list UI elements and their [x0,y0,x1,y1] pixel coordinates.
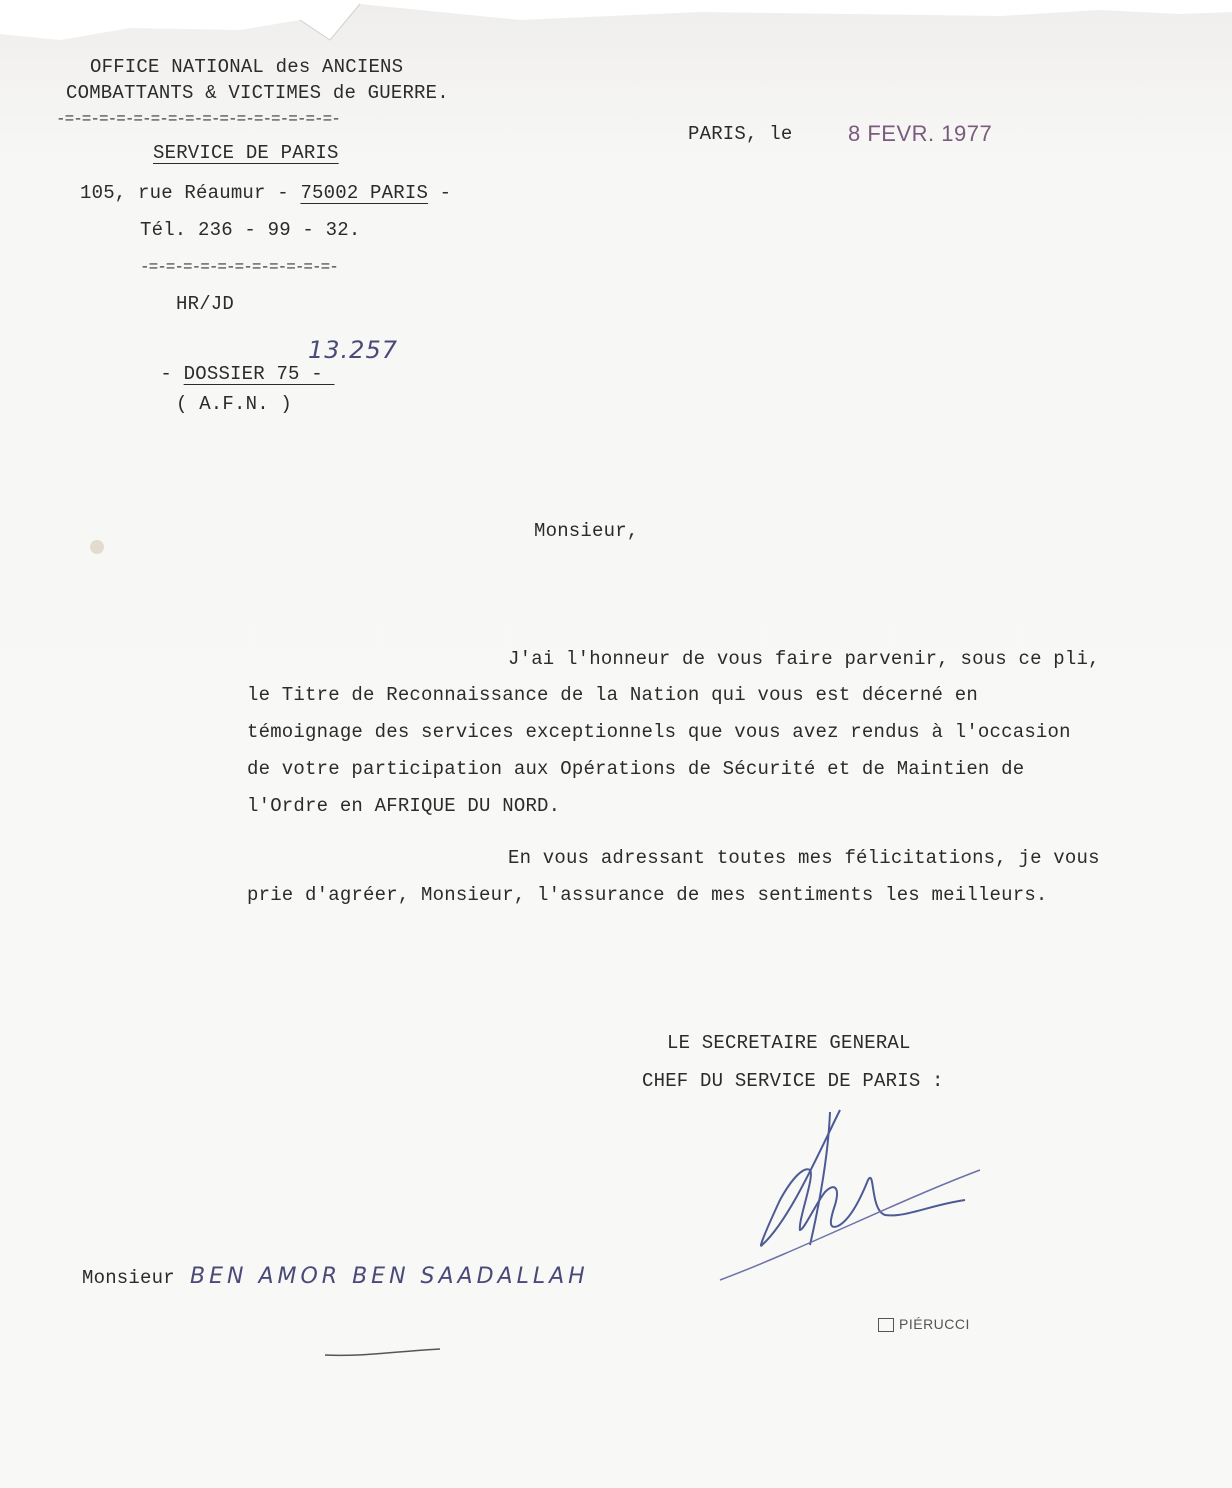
separator-top: -=-=-=-=-=-=-=-=-=-=-=-=-=-=-=-=- [56,110,340,128]
reference-code: HR/JD [176,293,235,315]
printer-logo-icon [878,1318,894,1332]
recipient-handwritten-name: BEN AMOR BEN SAADALLAH [190,1264,589,1289]
dossier-number: DOSSIER 75 - [183,363,335,385]
recipient-underline-stroke [320,1345,450,1361]
dossier-dash: - [160,363,184,385]
paragraph-1-line-5: l'Ordre en AFRIQUE DU NORD. [247,795,561,817]
paragraph-1-line-4: de votre participation aux Opérations de Sécurité et de Maintien de [247,758,1025,780]
paragraph-1-line-3: témoignage des services exceptionnels que vous avez rendus à l'occasion [247,721,1071,743]
afn-label: ( A.F.N. ) [176,393,293,415]
dossier-handwritten-number: 13.257 [308,336,398,364]
handwritten-signature [700,1080,1000,1290]
org-line-2: COMBATTANTS & VICTIMES de GUERRE. [66,82,449,104]
torn-edge [0,0,1232,60]
date-stamp: 8 FEVR. 1977 [848,121,993,146]
date-place: PARIS, le [688,123,793,145]
address-prefix: 105, rue Réaumur - [80,182,301,204]
recipient-label: Monsieur [82,1267,175,1289]
address-suffix: - [428,182,452,204]
service-title: SERVICE DE PARIS [153,142,339,164]
org-line-1: OFFICE NATIONAL des ANCIENS [90,56,404,78]
signatory-service: CHEF DU SERVICE DE PARIS : [642,1070,944,1092]
printer-name: PIÉRUCCI [899,1316,970,1332]
address-line [80,182,451,204]
signatory-title: LE SECRETAIRE GENERAL [667,1032,911,1054]
paragraph-2-first-line: En vous adressant toutes mes félicitations, je vous [508,847,1100,869]
printer-mark [878,1316,970,1332]
address-postcode: 75002 PARIS [300,182,429,204]
salutation: Monsieur, [534,520,639,542]
phone-line: Tél. 236 - 99 - 32. [140,219,361,241]
paragraph-2-line-2: prie d'agréer, Monsieur, l'assurance de mes sentiments les meilleurs. [247,884,1048,906]
paragraph-1-line-2: le Titre de Reconnaissance de la Nation qui vous est décerné en [247,684,978,706]
separator-bottom: -=-=-=-=-=-=-=-=-=-=-=- [140,258,338,276]
paper-stain [90,540,104,554]
paragraph-1-first-line: J'ai l'honneur de vous faire parvenir, sous ce pli, [508,648,1100,670]
